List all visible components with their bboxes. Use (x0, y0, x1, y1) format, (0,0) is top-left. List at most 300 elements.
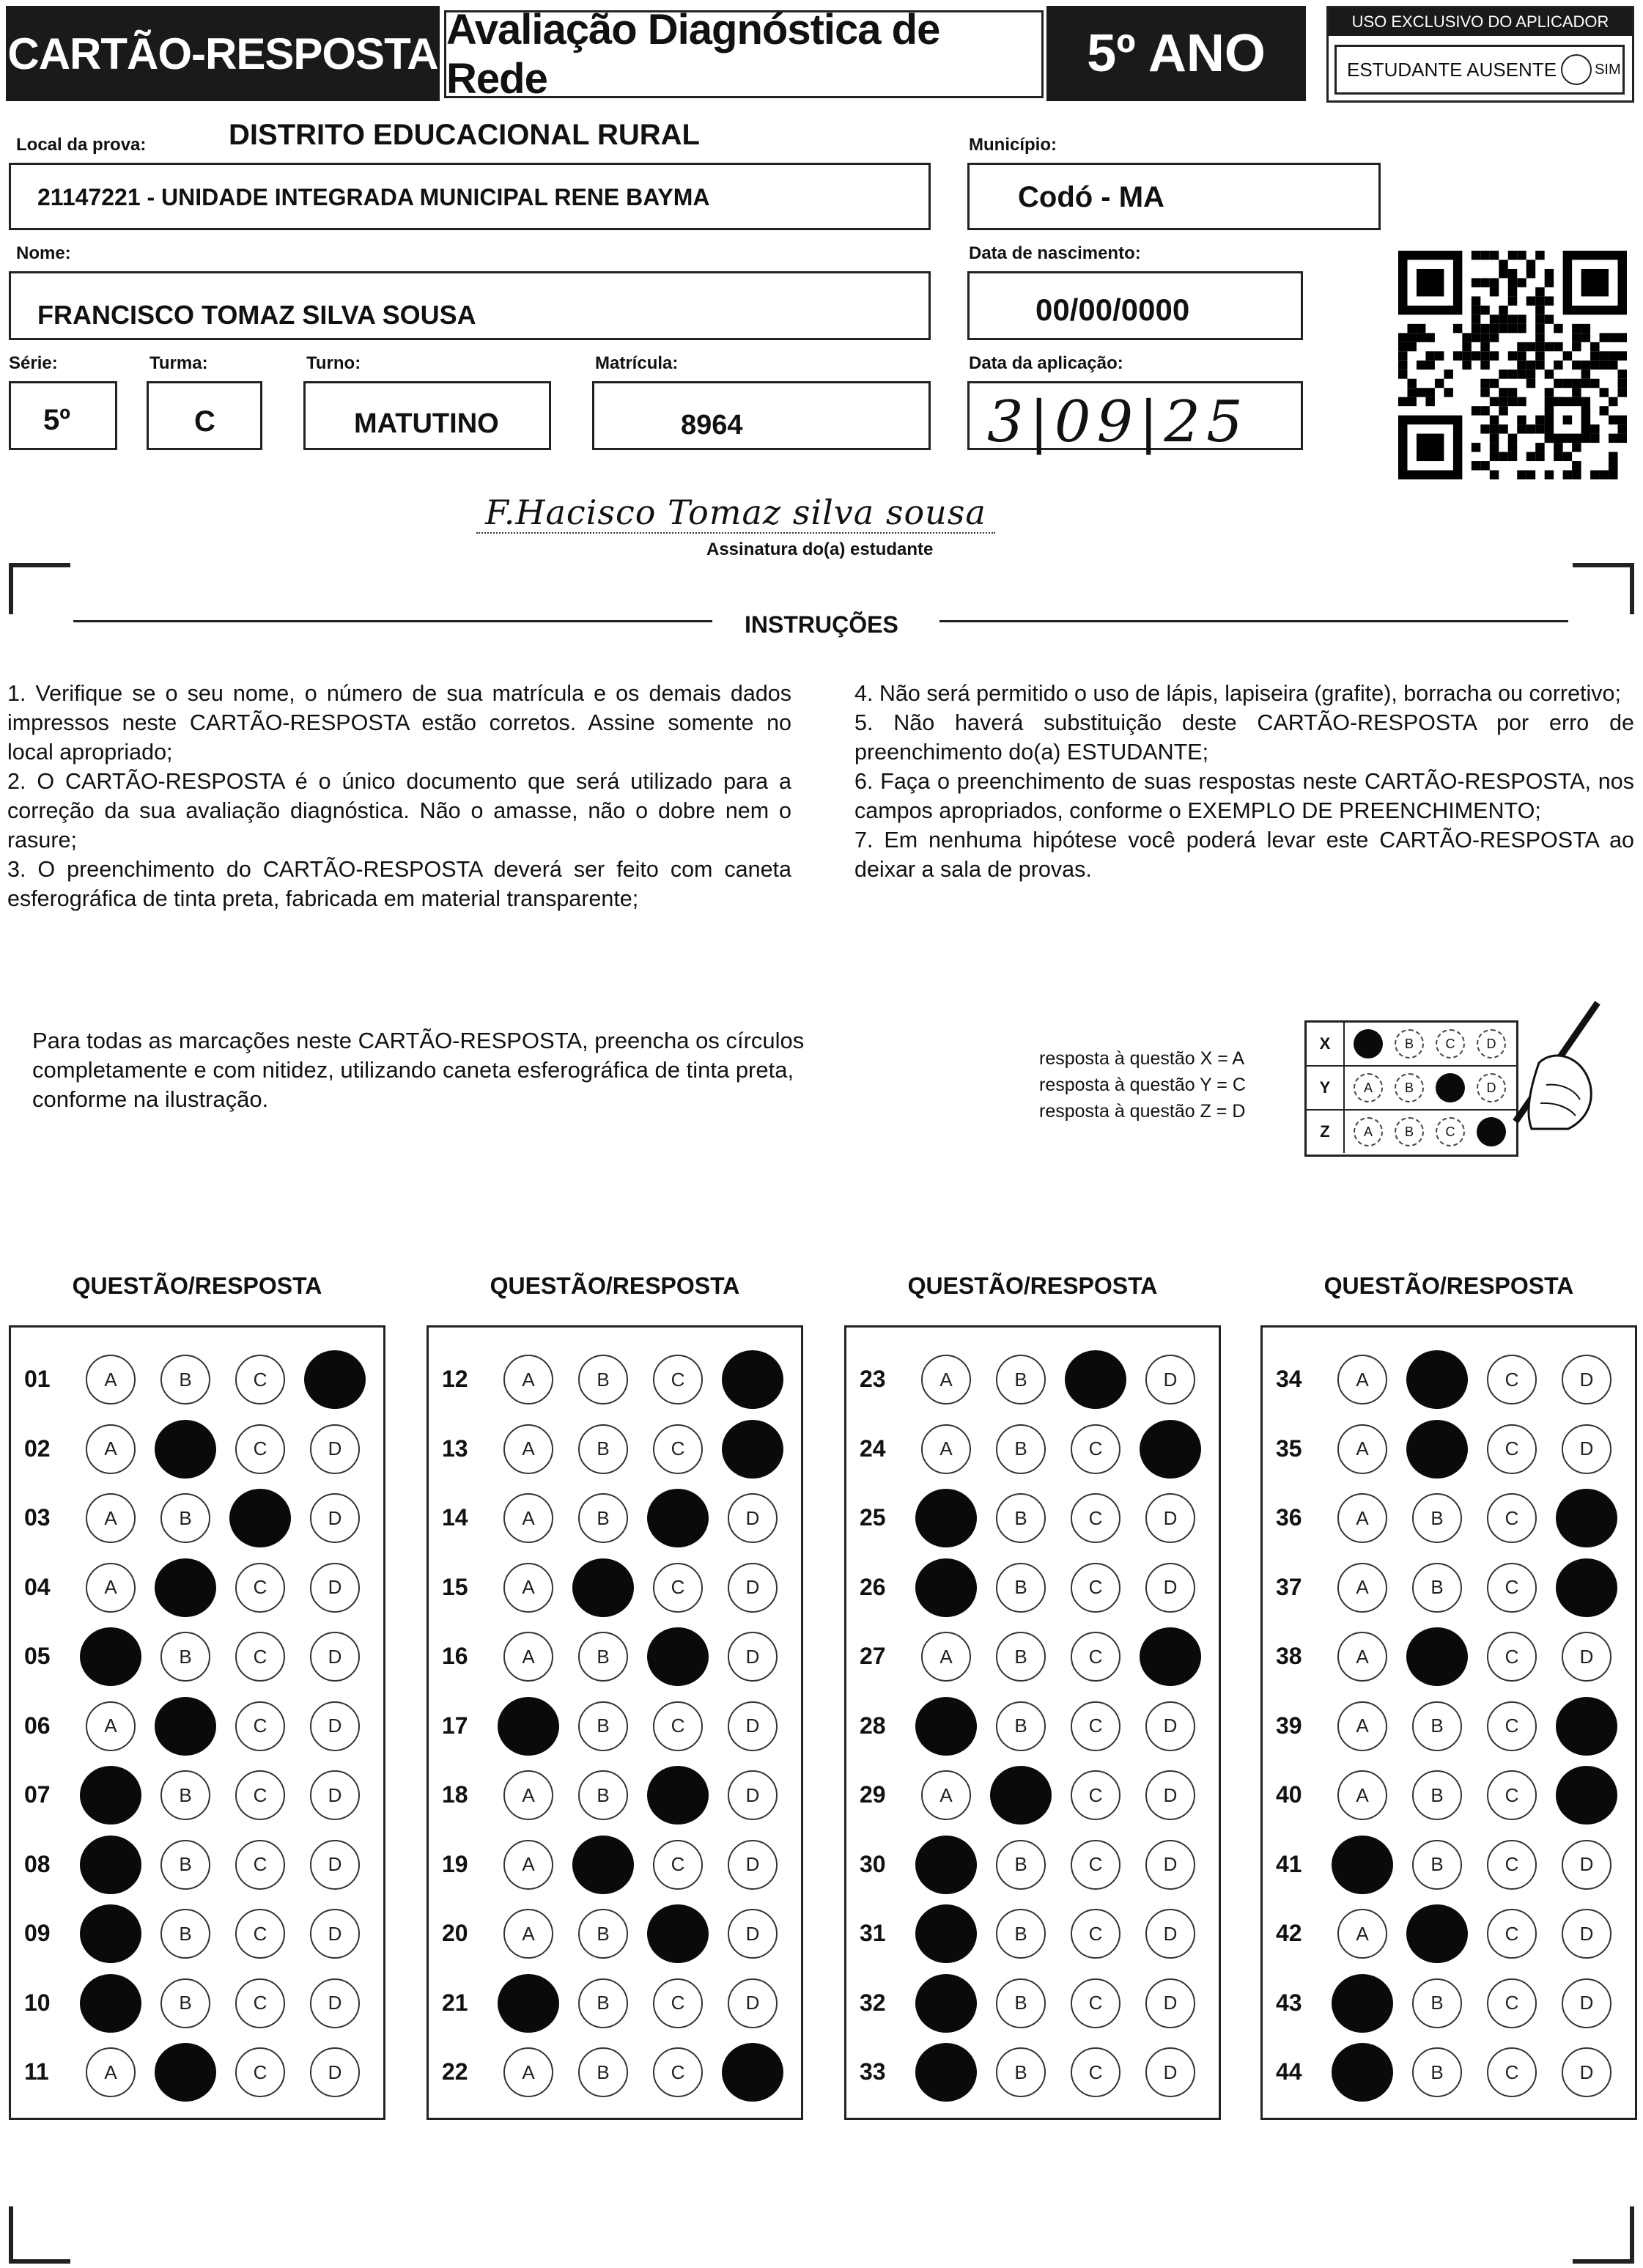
answer-bubble-a[interactable]: A (498, 1697, 559, 1756)
turma-field (147, 381, 262, 450)
answer-bubble-a[interactable]: A (1337, 1909, 1387, 1959)
answer-bubble-b[interactable]: B (578, 1701, 628, 1751)
question-number: 44 (1276, 2058, 1302, 2085)
answer-bubble-c[interactable]: C (653, 1563, 703, 1613)
answer-bubble-d[interactable]: D (1145, 1909, 1195, 1959)
answer-bubble-c[interactable]: C (235, 1424, 285, 1474)
answer-bubble-a[interactable]: A (1337, 1632, 1387, 1682)
application-value: 3|09|25 (987, 389, 1249, 455)
answer-bubble-d[interactable]: D (728, 1632, 778, 1682)
question-number: 29 (860, 1781, 886, 1808)
question-number: 20 (442, 1920, 468, 1946)
answer-bubble-d[interactable]: D (1562, 1978, 1611, 2028)
question-row (846, 1622, 1219, 1691)
answer-bubble-c[interactable]: C (1487, 1770, 1537, 1820)
matricula-field (592, 381, 931, 450)
answer-bubble-d[interactable]: D (722, 2043, 783, 2102)
question-row (429, 1484, 801, 1553)
question-number: 18 (442, 1781, 468, 1808)
answer-bubble-d[interactable]: D (1145, 1978, 1195, 2028)
serie-field (9, 381, 117, 450)
answer-bubble-d[interactable]: D (1145, 1840, 1195, 1890)
answer-bubble-b[interactable]: B (578, 1493, 628, 1543)
answer-bubble-d[interactable]: D (310, 2047, 360, 2097)
answer-bubble-a[interactable]: A (1332, 1836, 1393, 1894)
answer-bubble-a[interactable]: A (86, 1563, 136, 1613)
answer-bubble-a[interactable]: A (503, 1909, 553, 1959)
question-row (1263, 1484, 1635, 1553)
answer-bubble-c[interactable]: C (1071, 1563, 1120, 1613)
question-number: 19 (442, 1850, 468, 1877)
corner-mark-bl-v (9, 2206, 13, 2264)
question-number: 33 (860, 2058, 886, 2085)
answer-bubble-a[interactable]: A (86, 1355, 136, 1404)
application-field (967, 381, 1303, 455)
answer-bubble-c[interactable]: C (1071, 1770, 1120, 1820)
answer-bubble-d[interactable]: D (1145, 1355, 1195, 1404)
answer-bubble-b[interactable]: B (1412, 1563, 1462, 1613)
birth-field (967, 271, 1303, 340)
question-row (846, 1761, 1219, 1830)
answer-bubble-c[interactable]: C (1071, 2047, 1120, 2097)
answer-bubble-d[interactable]: D (1556, 1766, 1617, 1825)
absent-checkbox[interactable] (1561, 54, 1592, 85)
question-row (429, 1345, 801, 1414)
answer-bubble-d[interactable]: D (1562, 1632, 1611, 1682)
answer-bubble-d[interactable]: D (1145, 1563, 1195, 1613)
answer-bubble-b[interactable]: B (1412, 1701, 1462, 1751)
answer-bubble-c[interactable]: C (235, 1909, 285, 1959)
answer-bubble-c[interactable]: C (235, 1770, 285, 1820)
answer-bubble-a[interactable]: A (915, 1558, 977, 1617)
question-row (11, 1415, 383, 1484)
answer-bubble-c[interactable]: C (1487, 1355, 1537, 1404)
question-row (846, 2038, 1219, 2107)
answer-bubble-b[interactable]: B (578, 1909, 628, 1959)
answer-bubble-d[interactable]: D (722, 1420, 783, 1479)
answer-bubble-b[interactable]: B (578, 1355, 628, 1404)
answer-bubble-c[interactable]: C (1487, 1632, 1537, 1682)
answer-bubble-c[interactable]: C (647, 1766, 709, 1825)
answer-bubble-d[interactable]: D (1562, 1909, 1611, 1959)
answer-bubble-b[interactable]: B (996, 1978, 1046, 2028)
answer-bubble-a[interactable]: A (503, 1493, 553, 1543)
name-field (9, 271, 931, 340)
answer-bubble-a[interactable]: A (921, 1424, 971, 1474)
answer-bubble-c[interactable]: C (235, 1701, 285, 1751)
applicator-box (1326, 6, 1634, 103)
answer-bubble-d[interactable]: D (728, 1978, 778, 2028)
answer-bubble-d[interactable]: D (1562, 1840, 1611, 1890)
question-number: 38 (1276, 1643, 1302, 1669)
question-number: 05 (24, 1643, 51, 1669)
question-row (1263, 1622, 1635, 1691)
answer-bubble-c[interactable]: C (1487, 1701, 1537, 1751)
answer-bubble-d[interactable]: D (728, 1493, 778, 1543)
answer-bubble-b[interactable]: B (578, 1632, 628, 1682)
answer-bubble-c[interactable]: C (235, 1563, 285, 1613)
question-row (429, 1692, 801, 1761)
question-row (429, 2038, 801, 2107)
answer-bubble-a[interactable]: A (503, 1632, 553, 1682)
question-number: 37 (1276, 1573, 1302, 1600)
answer-bubble-c[interactable]: C (647, 1904, 709, 1963)
answer-bubble-a[interactable]: A (921, 1355, 971, 1404)
answer-bubble-a[interactable]: A (1337, 1563, 1387, 1613)
answer-bubble-b[interactable]: B (1412, 1840, 1462, 1890)
answer-bubble-b[interactable]: B (578, 1424, 628, 1474)
answer-bubble-b[interactable]: B (996, 1632, 1046, 1682)
answer-bubble-b[interactable]: B (1412, 1493, 1462, 1543)
answer-bubble-c[interactable]: C (1487, 1424, 1537, 1474)
answer-bubble-d[interactable]: D (1562, 1355, 1611, 1404)
answer-bubble-c[interactable]: C (235, 1978, 285, 2028)
question-row (429, 1622, 801, 1691)
answer-bubble-c[interactable]: C (1071, 1978, 1120, 2028)
answer-bubble-c[interactable]: C (653, 2047, 703, 2097)
answer-bubble-a[interactable]: A (498, 1974, 559, 2033)
birth-label: Data de nascimento: (969, 243, 1141, 263)
question-row (846, 1553, 1219, 1622)
answer-bubble-c[interactable]: C (235, 2047, 285, 2097)
question-row (846, 1415, 1219, 1484)
answer-bubble-b[interactable]: B (155, 1420, 216, 1479)
answer-bubble-c[interactable]: C (653, 1840, 703, 1890)
answer-bubble-b[interactable]: B (572, 1558, 634, 1617)
question-number: 07 (24, 1781, 51, 1808)
answer-bubble-b[interactable]: B (155, 1558, 216, 1617)
answers-column-header: QUESTÃO/RESPOSTA (1323, 1273, 1574, 1299)
answer-bubble-c[interactable]: C (653, 1355, 703, 1404)
birth-value: 00/00/0000 (1035, 292, 1190, 327)
question-number: 43 (1276, 1989, 1302, 2016)
answer-bubble-a[interactable]: A (1337, 1770, 1387, 1820)
turno-value: MATUTINO (354, 408, 499, 439)
school-field (9, 163, 931, 230)
answer-bubble-b[interactable]: B (160, 1840, 210, 1890)
answer-bubble-b[interactable]: B (996, 1493, 1046, 1543)
answer-bubble-a[interactable]: A (80, 1974, 141, 2033)
answer-bubble-b[interactable]: B (996, 1840, 1046, 1890)
question-number: 09 (24, 1920, 51, 1946)
question-number: 14 (442, 1504, 468, 1531)
answer-bubble-a[interactable]: A (80, 1836, 141, 1894)
answer-bubble-a[interactable]: A (1337, 1493, 1387, 1543)
question-row (429, 1761, 801, 1830)
answer-bubble-b[interactable]: B (572, 1836, 634, 1894)
answer-bubble-a[interactable]: A (503, 2047, 553, 2097)
answer-bubble-b[interactable]: B (160, 1909, 210, 1959)
question-row (1263, 1761, 1635, 1830)
answer-bubble-c[interactable]: C (1487, 1493, 1537, 1543)
answer-bubble-a[interactable]: A (1332, 2043, 1393, 2102)
question-row (1263, 1899, 1635, 1968)
legend-line: resposta à questão Z = D (1039, 1101, 1246, 1122)
municipality-value: Codó - MA (1018, 181, 1164, 213)
answer-bubble-b[interactable]: B (1406, 1627, 1468, 1686)
question-row (1263, 1553, 1635, 1622)
corner-mark-br (1573, 2259, 1634, 2264)
turno-label: Turno: (306, 353, 361, 373)
answer-bubble-d[interactable]: D (1145, 1770, 1195, 1820)
answer-bubble-c[interactable]: C (647, 1627, 709, 1686)
answer-bubble-b[interactable]: B (1406, 1420, 1468, 1479)
answer-bubble-c[interactable]: C (235, 1632, 285, 1682)
question-number: 30 (860, 1850, 886, 1877)
answer-bubble-d[interactable]: D (304, 1350, 366, 1409)
instructions-left (7, 679, 791, 913)
answer-bubble-c[interactable]: C (653, 1978, 703, 2028)
matricula-value: 8964 (681, 410, 743, 441)
question-number: 21 (442, 1989, 468, 2016)
absent-yes-label: SIM (1595, 61, 1621, 78)
answer-bubble-a[interactable]: A (915, 1974, 977, 2033)
answer-bubble-d[interactable]: D (310, 1493, 360, 1543)
answer-bubble-d[interactable]: D (1145, 2047, 1195, 2097)
answer-bubble-a[interactable]: A (80, 1627, 141, 1686)
answer-bubble-b[interactable]: B (160, 1632, 210, 1682)
instructions-rule-left (73, 620, 712, 622)
answer-bubble-d[interactable]: D (1556, 1697, 1617, 1756)
answer-bubble-d[interactable]: D (1556, 1558, 1617, 1617)
question-number: 28 (860, 1712, 886, 1739)
answer-bubble-a[interactable]: A (921, 1770, 971, 1820)
answer-bubble-c[interactable]: C (1487, 2047, 1537, 2097)
answer-bubble-b[interactable]: B (1406, 1350, 1468, 1409)
answer-bubble-a[interactable]: A (1337, 1701, 1387, 1751)
answer-bubble-a[interactable]: A (503, 1355, 553, 1404)
answer-bubble-a[interactable]: A (86, 1424, 136, 1474)
example-bubble-a: A (1354, 1117, 1383, 1146)
answer-bubble-b[interactable]: B (1412, 2047, 1462, 2097)
question-number: 31 (860, 1920, 886, 1946)
qr-code (1398, 251, 1627, 479)
answer-bubble-a[interactable]: A (86, 2047, 136, 2097)
example-row-label: Y (1307, 1067, 1345, 1109)
answer-bubble-d[interactable]: D (728, 1909, 778, 1959)
question-number: 39 (1276, 1712, 1302, 1739)
local-label: Local da prova: (16, 135, 147, 155)
instructions-right (854, 679, 1634, 884)
question-row (1263, 1692, 1635, 1761)
applicator-only-label: USO EXCLUSIVO DO APLICADOR (1329, 8, 1632, 36)
answer-bubble-b[interactable]: B (155, 2043, 216, 2102)
answer-bubble-a[interactable]: A (1337, 1424, 1387, 1474)
answer-bubble-d[interactable]: D (1145, 1493, 1195, 1543)
question-row (1263, 2038, 1635, 2107)
answer-bubble-d[interactable]: D (310, 1840, 360, 1890)
serie-label: Série: (9, 353, 58, 373)
answer-bubble-d[interactable]: D (310, 1770, 360, 1820)
answer-bubble-d[interactable]: D (1140, 1420, 1201, 1479)
question-row (11, 1969, 383, 2038)
answer-bubble-d[interactable]: D (728, 1563, 778, 1613)
grade-badge: 5º ANO (1046, 6, 1306, 101)
answer-bubble-a[interactable]: A (915, 1836, 977, 1894)
answer-bubble-b[interactable]: B (1412, 1770, 1462, 1820)
example-bubble-c: C (1436, 1117, 1465, 1146)
example-bubble-b: B (1395, 1117, 1424, 1146)
question-number: 42 (1276, 1920, 1302, 1946)
answers-column (1260, 1325, 1637, 2120)
question-row (846, 1969, 1219, 2038)
question-number: 13 (442, 1435, 468, 1462)
answer-bubble-d[interactable]: D (310, 1424, 360, 1474)
answer-bubble-b[interactable]: B (578, 1978, 628, 2028)
answer-bubble-a[interactable]: A (86, 1493, 136, 1543)
name-value: FRANCISCO TOMAZ SILVA SOUSA (37, 300, 476, 330)
answer-bubble-d[interactable]: D (1562, 1424, 1611, 1474)
answer-bubble-c[interactable]: C (229, 1489, 291, 1547)
question-number: 17 (442, 1712, 468, 1739)
answer-bubble-d[interactable]: D (1145, 1701, 1195, 1751)
question-number: 16 (442, 1643, 468, 1669)
answer-bubble-b[interactable]: B (996, 1701, 1046, 1751)
instruction-item: 3. O preenchimento do CARTÃO-RESPOSTA deverá ser feito com caneta esferográfica de tinta preta, fabricada em material transparente; (7, 857, 791, 911)
answer-bubble-d[interactable]: D (310, 1632, 360, 1682)
answer-bubble-b[interactable]: B (578, 1770, 628, 1820)
answer-bubble-c[interactable]: C (1065, 1350, 1126, 1409)
answer-bubble-d[interactable]: D (310, 1978, 360, 2028)
answer-bubble-a[interactable]: A (503, 1840, 553, 1890)
answer-bubble-c[interactable]: C (1487, 1840, 1537, 1890)
card-title: CARTÃO-RESPOSTA (6, 6, 440, 101)
question-row (429, 1415, 801, 1484)
answer-bubble-c[interactable]: C (1071, 1840, 1120, 1890)
instruction-item: 4. Não será permitido o uso de lápis, lapiseira (grafite), borracha ou corretivo; (854, 681, 1621, 706)
absent-label: ESTUDANTE AUSENTE (1347, 58, 1557, 81)
answer-bubble-d[interactable]: D (310, 1701, 360, 1751)
answer-bubble-c[interactable]: C (1071, 1909, 1120, 1959)
answer-bubble-d[interactable]: D (310, 1909, 360, 1959)
answer-bubble-c[interactable]: C (1487, 1978, 1537, 2028)
answer-bubble-d[interactable]: D (1140, 1627, 1201, 1686)
answer-bubble-d[interactable]: D (728, 1701, 778, 1751)
municipality-label: Município: (969, 135, 1057, 155)
answer-bubble-a[interactable]: A (915, 1489, 977, 1547)
answer-bubble-c[interactable]: C (1487, 1909, 1537, 1959)
answer-bubble-b[interactable]: B (996, 1424, 1046, 1474)
answer-bubble-a[interactable]: A (915, 1697, 977, 1756)
answer-bubble-c[interactable]: C (1487, 1563, 1537, 1613)
instructions-rule-right (939, 620, 1568, 622)
legend-line: resposta à questão Y = C (1039, 1075, 1246, 1095)
question-number: 34 (1276, 1366, 1302, 1392)
question-row (11, 2038, 383, 2107)
answers-column (9, 1325, 385, 2120)
answer-bubble-b[interactable]: B (990, 1766, 1052, 1825)
question-number: 08 (24, 1850, 51, 1877)
answer-bubble-b[interactable]: B (996, 1355, 1046, 1404)
signature-label: Assinatura do(a) estudante (706, 540, 934, 559)
answer-bubble-b[interactable]: B (996, 1909, 1046, 1959)
answer-bubble-d[interactable]: D (728, 1770, 778, 1820)
question-row (846, 1692, 1219, 1761)
question-row (429, 1830, 801, 1899)
question-row (11, 1761, 383, 1830)
answer-bubble-b[interactable]: B (160, 1770, 210, 1820)
legend-line: resposta à questão X = A (1039, 1048, 1245, 1069)
answer-bubble-b[interactable]: B (160, 1493, 210, 1543)
answer-bubble-c[interactable]: C (653, 1701, 703, 1751)
answer-bubble-a[interactable]: A (80, 1766, 141, 1825)
instruction-item: 7. Em nenhuma hipótese você poderá levar este CARTÃO-RESPOSTA ao deixar a sala de provas. (854, 828, 1634, 882)
pen-hand-icon (1458, 997, 1605, 1151)
example-row-label: Z (1307, 1111, 1345, 1153)
answer-bubble-a[interactable]: A (503, 1563, 553, 1613)
question-row (429, 1553, 801, 1622)
answer-bubble-a[interactable]: A (86, 1701, 136, 1751)
example-bubble-a: A (1354, 1073, 1383, 1102)
absent-row (1334, 45, 1625, 95)
question-row (846, 1345, 1219, 1414)
instruction-item: 6. Faça o preenchimento de suas respostas neste CARTÃO-RESPOSTA, nos campos apropriados, conforme o EXEMPLO DE PREENCHIMENTO; (854, 769, 1634, 823)
answer-bubble-c[interactable]: C (235, 1840, 285, 1890)
question-number: 12 (442, 1366, 468, 1392)
example-bubble-d: D (1477, 1073, 1506, 1102)
answer-bubble-b[interactable]: B (578, 2047, 628, 2097)
question-row (11, 1692, 383, 1761)
answer-bubble-c[interactable]: C (647, 1489, 709, 1547)
corner-mark-tl (9, 563, 70, 567)
instruction-item: 1. Verifique se o seu nome, o número de sua matrícula e os demais dados impressos neste CARTÃO-RESPOSTA estão corretos. Assine somente no local apropriado; (7, 681, 791, 765)
answer-bubble-a[interactable]: A (921, 1632, 971, 1682)
answer-bubble-b[interactable]: B (1406, 1904, 1468, 1963)
question-number: 01 (24, 1366, 51, 1392)
answer-bubble-c[interactable]: C (653, 1424, 703, 1474)
answer-bubble-a[interactable]: A (915, 1904, 977, 1963)
question-number: 25 (860, 1504, 886, 1531)
answer-bubble-b[interactable]: B (160, 1355, 210, 1404)
instruction-item: 2. O CARTÃO-RESPOSTA é o único documento que será utilizado para a correção da sua avaliação diagnóstica. Não o amasse, não o dobre nem o rasure; (7, 769, 791, 853)
question-row (429, 1969, 801, 2038)
answer-bubble-a[interactable]: A (80, 1904, 141, 1963)
answer-bubble-a[interactable]: A (503, 1424, 553, 1474)
answer-bubble-d[interactable]: D (1562, 2047, 1611, 2097)
answer-bubble-b[interactable]: B (996, 2047, 1046, 2097)
answers-column (427, 1325, 803, 2120)
question-row (11, 1622, 383, 1691)
answer-bubble-d[interactable]: D (310, 1563, 360, 1613)
school-value: 21147221 - UNIDADE INTEGRADA MUNICIPAL RENE BAYMA (37, 184, 710, 210)
answer-bubble-b[interactable]: B (996, 1563, 1046, 1613)
answer-bubble-b[interactable]: B (155, 1697, 216, 1756)
municipality-field (967, 163, 1381, 230)
answer-bubble-a[interactable]: A (915, 2043, 977, 2102)
question-number: 24 (860, 1435, 886, 1462)
answer-bubble-d[interactable]: D (722, 1350, 783, 1409)
answer-bubble-c[interactable]: C (1071, 1424, 1120, 1474)
answer-bubble-a[interactable]: A (503, 1770, 553, 1820)
answer-bubble-b[interactable]: B (160, 1978, 210, 2028)
answer-bubble-c[interactable]: C (235, 1355, 285, 1404)
answer-bubble-a[interactable]: A (1332, 1974, 1393, 2033)
answer-bubble-c[interactable]: C (1071, 1493, 1120, 1543)
answer-bubble-d[interactable]: D (1556, 1489, 1617, 1547)
signature: F.Hacisco Tomaz silva sousa (476, 493, 995, 534)
answers-column-header: QUESTÃO/RESPOSTA (907, 1273, 1158, 1299)
question-number: 03 (24, 1504, 51, 1531)
answer-bubble-b[interactable]: B (1412, 1978, 1462, 2028)
exam-title: Avaliação Diagnóstica de Rede (444, 10, 1044, 98)
answer-bubble-c[interactable]: C (1071, 1701, 1120, 1751)
answer-bubble-c[interactable]: C (1071, 1632, 1120, 1682)
answer-bubble-a[interactable]: A (1337, 1355, 1387, 1404)
answer-bubble-d[interactable]: D (728, 1840, 778, 1890)
example-bubble-d: D (1477, 1029, 1506, 1058)
question-number: 23 (860, 1366, 886, 1392)
question-row (1263, 1830, 1635, 1899)
